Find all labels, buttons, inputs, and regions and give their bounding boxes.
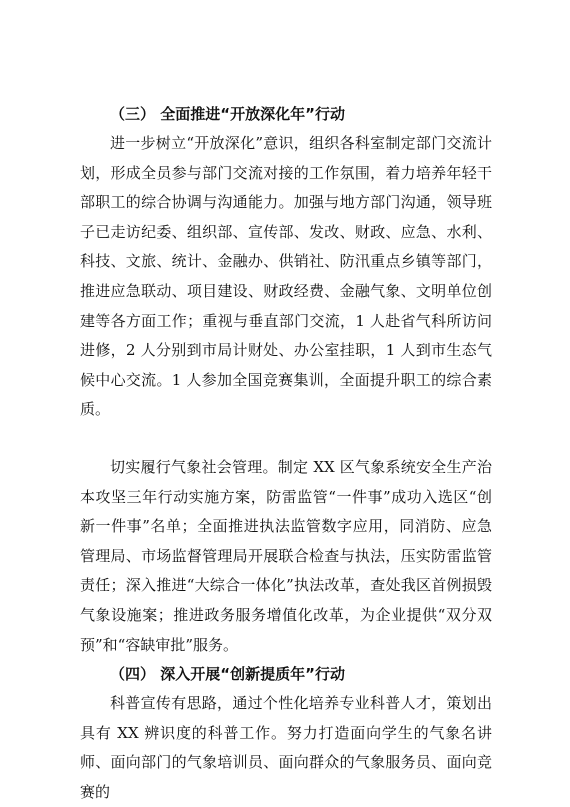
section-4-paragraph-1: 科普宣传有思路，通过个性化培养专业科普人才，策划出具有 XX 辨识度的科普工作。努力打造面向学生的气象名讲师、面向部门的气象培训员、面向群众的气象服务员、面向竞赛的	[80, 694, 492, 801]
document-body	[80, 100, 492, 807]
section-3-paragraph-2: 切实履行气象社会管理。制定 XX 区气象系统安全生产治本攻坚三年行动实施方案，防雷监管“一件事”成功入选区“创新一件事”名单；全面推进执法监管数字应用，同消防、应急管理局、市场监督管理局开展联合检查与执法，压实防雷监管责任；深入推进“大综合一体化”执法改革，查处我区首例损毁气象设施案；推进政务服务增值化改革，为企业提供“双分双预”和“容缺审批”服务。	[80, 457, 492, 654]
section-3-paragraph-1: 进一步树立“开放深化”意识，组织各科室制定部门交流计划，形成全员参与部门交流对接的工作氛围，着力培养年轻干部职工的综合协调与沟通能力。加强与地方部门沟通，领导班子已走访纪委、组织部、宣传部、发改、财政、应急、水利、科技、文旅、统计、金融办、供销社、防汛重点乡镇等部门，推进应急联动、项目建设、财政经费、金融气象、文明单位创建等各方面工作；重视与垂直部门交流，1 人赴省气科所访问进修，2 人分别到市局计财处、办公室挂职，1 人到市生态气候中心交流。1 人参加全国竞赛集训，全面提升职工的综合素质。	[80, 134, 492, 419]
section-3-heading: （三） 全面推进“开放深化年”行动	[110, 105, 345, 123]
section-4-heading: （四） 深入开展“创新提质年”行动	[110, 665, 345, 684]
paragraph-gap	[80, 425, 492, 453]
